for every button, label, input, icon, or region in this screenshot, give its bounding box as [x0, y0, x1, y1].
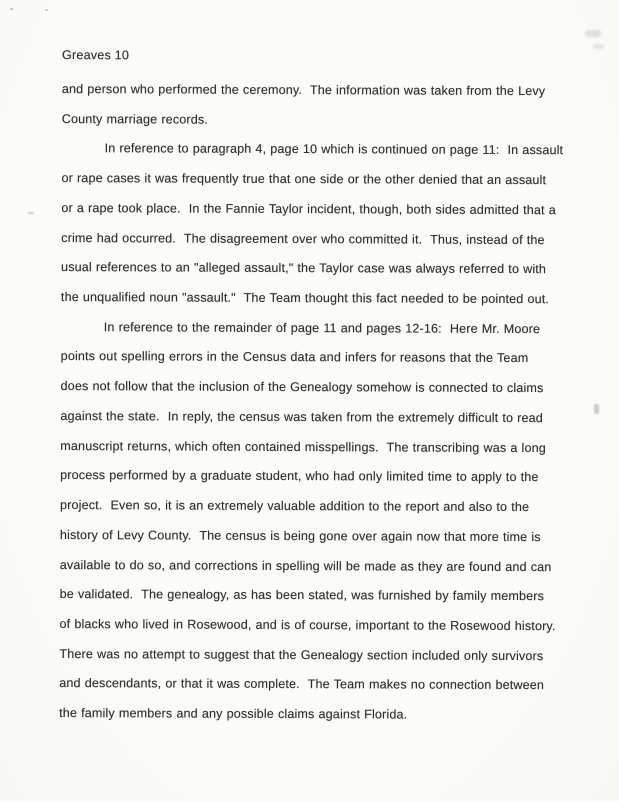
- text-line: usual references to an "alleged assault," the Taylor case was always referred to with: [61, 260, 547, 277]
- page-header: Greaves 10: [61, 48, 130, 63]
- text-line: manuscript returns, which often contained misspellings. The transcribing was a long: [60, 438, 546, 455]
- text-line: history of Levy County. The census is being gone over again now that more time is: [59, 527, 541, 544]
- text-line: County marriage records.: [61, 111, 209, 127]
- text-line: be validated. The genealogy, as has been stated, was furnished by family members: [59, 587, 545, 604]
- text-line: process performed by a graduate student, who had only limited time to apply to the: [60, 468, 539, 485]
- text-line: project. Even so, it is an extremely valuable addition to the report and also to the: [60, 498, 530, 515]
- text-line: There was no attempt to suggest that the Genealogy section included only survivors: [59, 646, 544, 663]
- text-line: and person who performed the ceremony. The information was taken from the Levy: [61, 82, 546, 99]
- text-line: In reference to the remainder of page 11 and pages 12-16: Here Mr. Moore: [103, 319, 541, 336]
- paragraph: [62, 75, 602, 137]
- text-line: does not follow that the inclusion of the Genealogy somehow is connected to claims: [60, 379, 544, 396]
- text-line: crime had occurred. The disagreement over who committed it. Thus, instead of the: [61, 230, 545, 247]
- text-line: and descendants, or that it was complete. The Team makes no connection between: [59, 676, 545, 693]
- text-line: the unqualified noun "assault." The Team thought this fact needed to be pointed out.: [60, 290, 550, 307]
- text-line: available to do so, and corrections in spelling will be made as they are found and can: [59, 557, 552, 574]
- document-body: [59, 75, 602, 731]
- text-line: or rape cases it was frequently true that one side or the other denied that an assault: [61, 171, 547, 188]
- text-line: or a rape took place. In the Fannie Taylor incident, though, both sides admitted that a: [61, 200, 556, 218]
- text-line: points out spelling errors in the Census data and infers for reasons that the Team: [60, 349, 529, 366]
- paragraph: [61, 134, 602, 315]
- paragraph: [59, 313, 601, 731]
- text-line: In reference to paragraph 4, page 10 which is continued on page 11: In assault: [104, 141, 564, 158]
- text-line: against the state. In reply, the census was taken from the extremely difficult to read: [60, 408, 543, 426]
- text-line: the family members and any possible claims against Florida.: [59, 706, 408, 722]
- text-line: of blacks who lived in Rosewood, and is of course, important to the Rosewood history.: [59, 616, 556, 634]
